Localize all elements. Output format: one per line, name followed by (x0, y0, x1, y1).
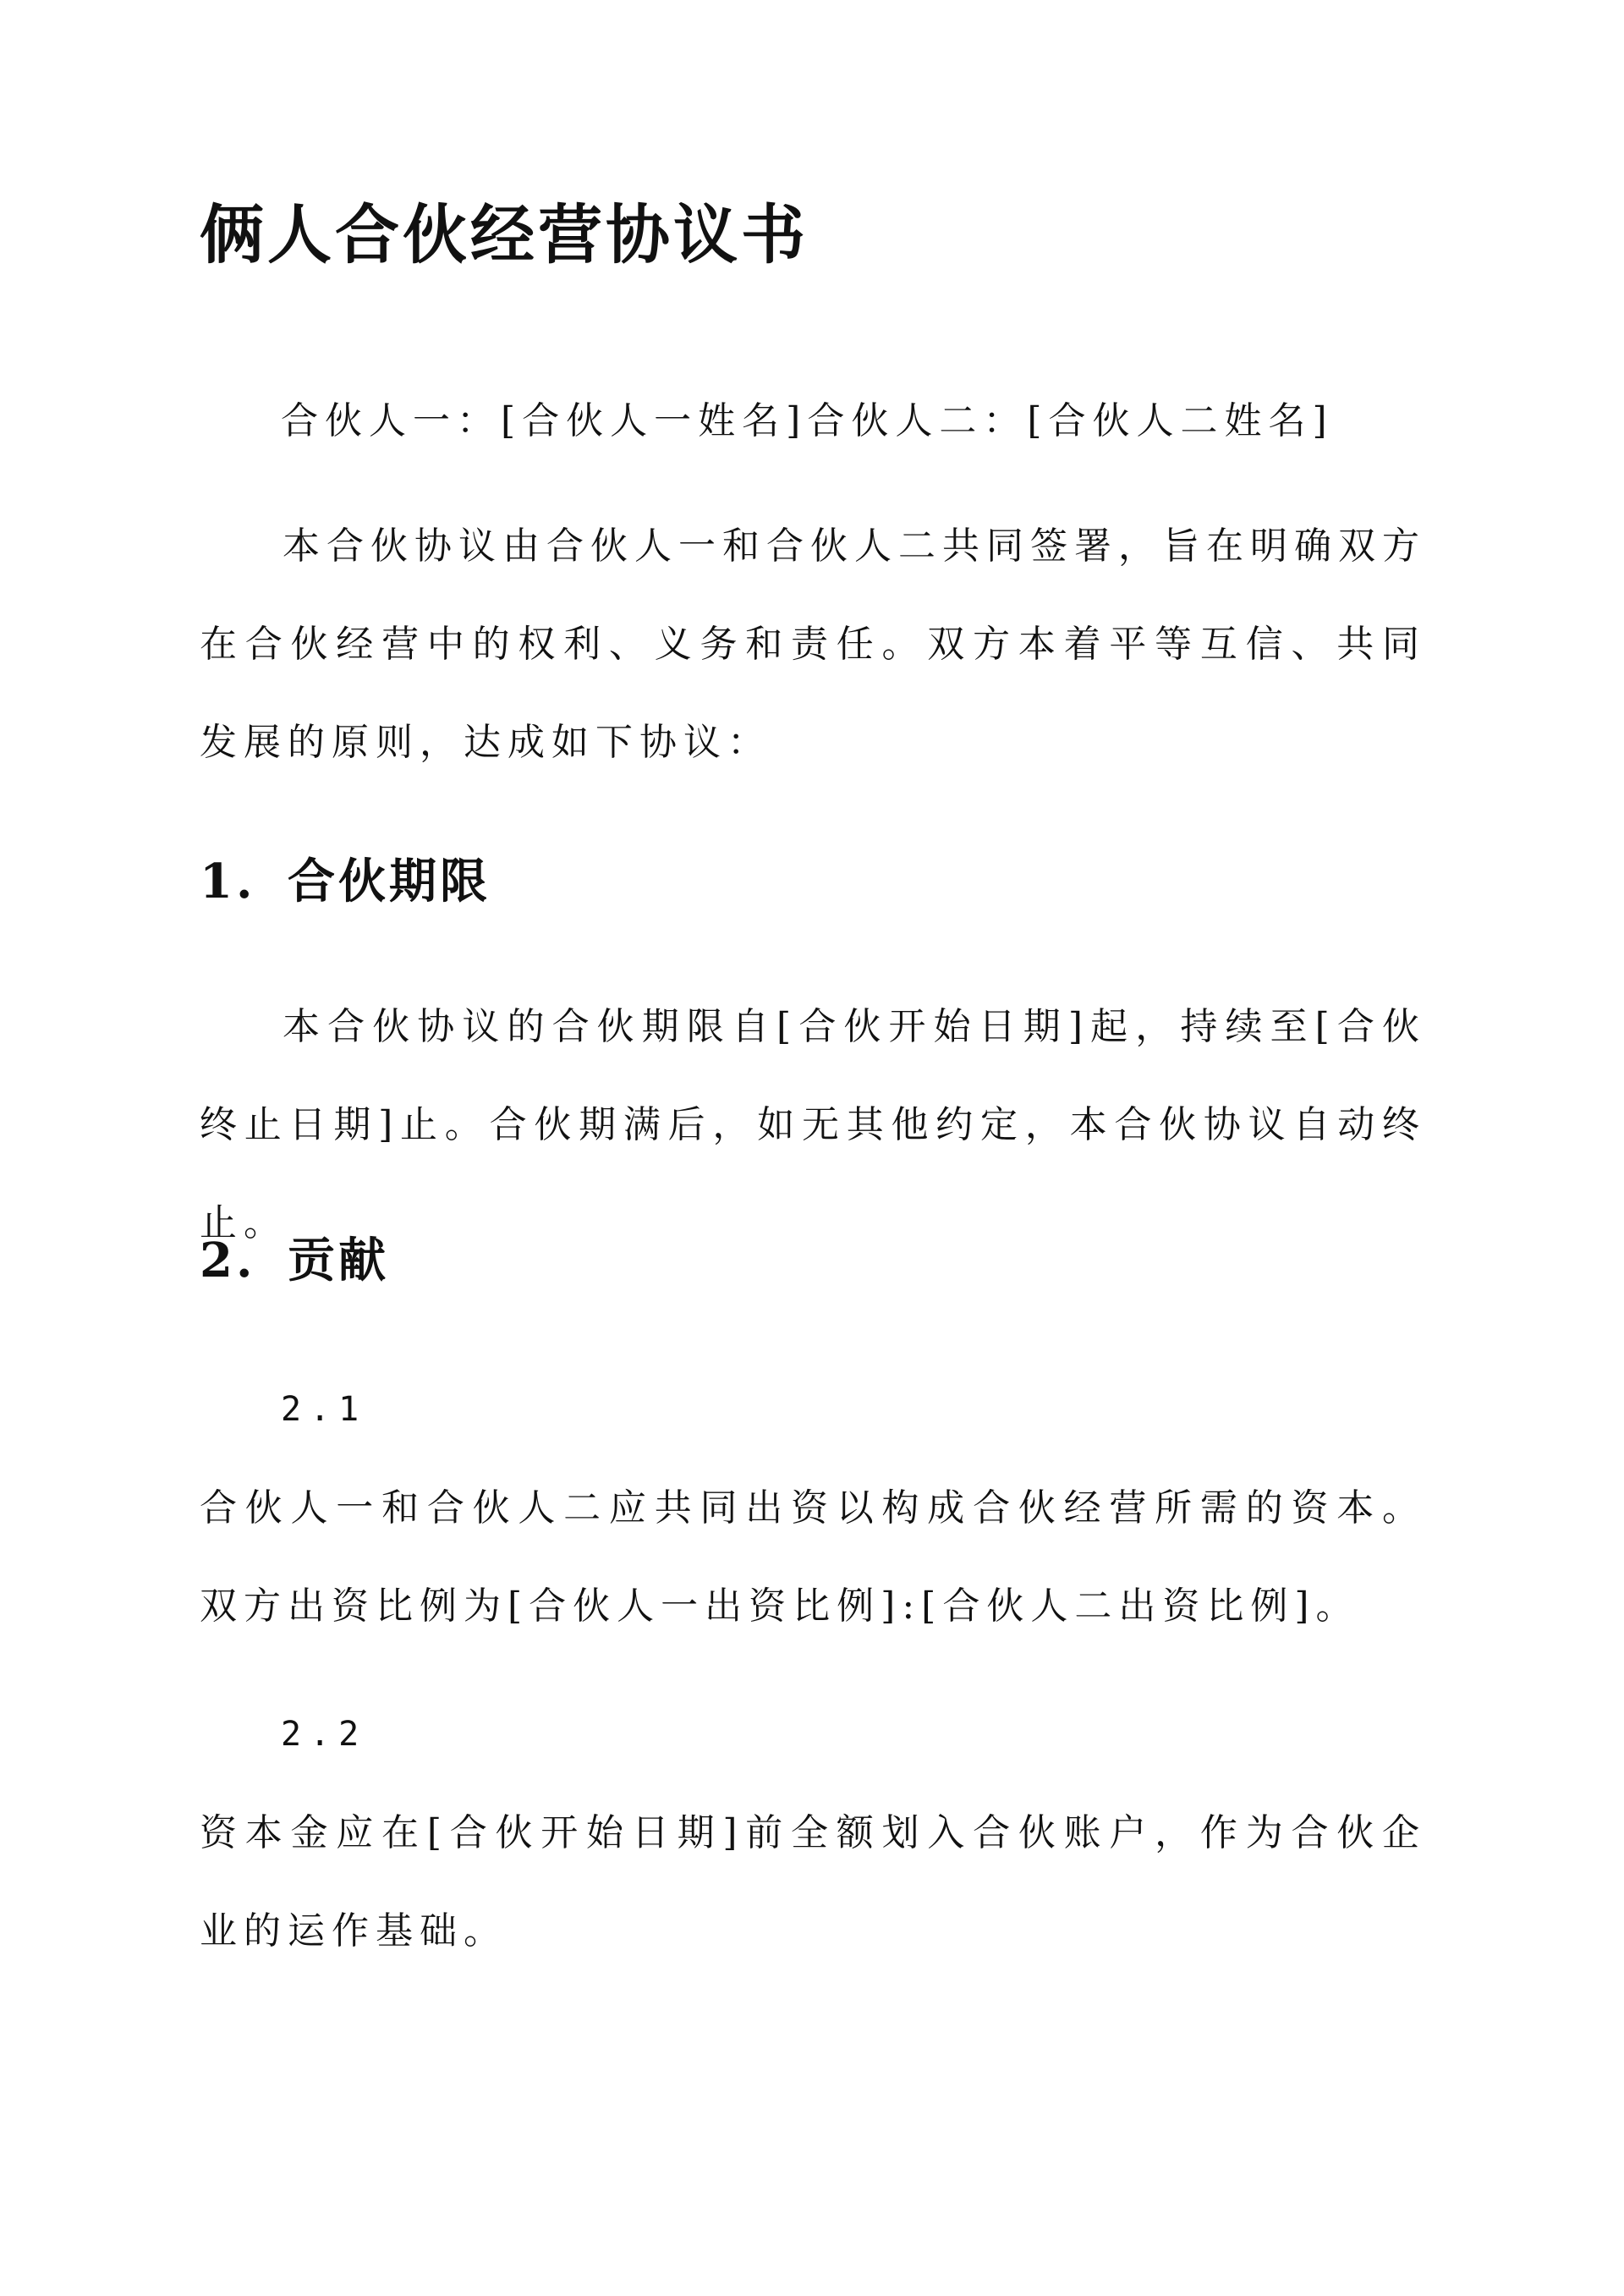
clause-text-2-2: 资本金应在[合伙开始日期]前全额划入合伙账户，作为合伙企业的运作基础。 (200, 1811, 1426, 1953)
section-title: 贡献 (288, 1233, 389, 1288)
clause-number-2-1: 2.1 (281, 1390, 368, 1429)
intro-paragraph: 本合伙协议由合伙人一和合伙人二共同签署，旨在明确双方在合伙经营中的权利、义务和责任。双方本着平等互信、共同发展的原则，达成如下协议： (200, 525, 1426, 764)
clause-text-2-1: 合伙人一和合伙人二应共同出资以构成合伙经营所需的资本。双方出资比例为[合伙人一出资比例]:[合伙人二出资比例]。 (200, 1486, 1426, 1628)
section-number: 1. (200, 854, 256, 909)
section-term-body: 本合伙协议的合伙期限自[合伙开始日期]起，持续至[合伙终止日期]止。合伙期满后，如无其他约定，本合伙协议自动终止。 (200, 1005, 1426, 1244)
section-heading-term (200, 854, 491, 909)
section-heading-contribution (200, 1233, 389, 1288)
clause-number-2-2: 2.2 (281, 1715, 368, 1754)
section-title: 合伙期限 (288, 854, 491, 909)
document-title: 俩人合伙经营协议书 (200, 197, 809, 272)
parties-line: 合伙人一：[合伙人一姓名]合伙人二：[合伙人二姓名] (281, 399, 1334, 442)
section-number: 2. (200, 1233, 256, 1288)
